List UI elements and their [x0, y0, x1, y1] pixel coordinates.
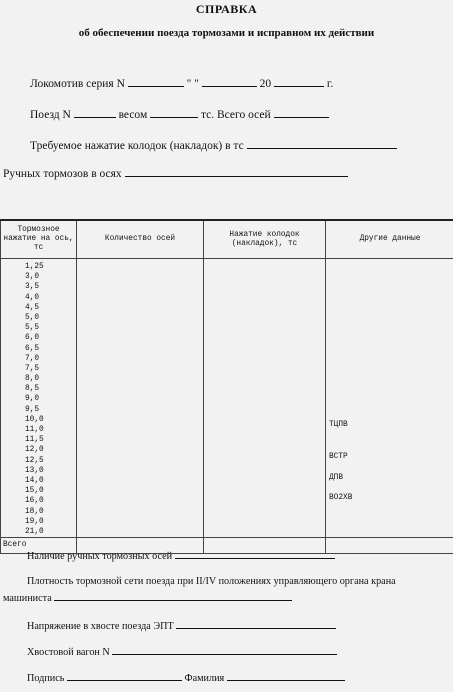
pressure-value: 8,0: [25, 375, 40, 384]
signature-blank[interactable]: [67, 670, 182, 681]
header-axle-count: Количество осей: [77, 220, 204, 259]
brake-table: [0, 219, 453, 554]
pressure-value: 18,0: [25, 507, 44, 516]
pressure-value: 15,0: [25, 487, 44, 496]
year-blank[interactable]: [274, 76, 324, 87]
other-data-item: ТЦПВ: [329, 421, 348, 429]
table-body-row: [1, 259, 453, 538]
train-label: Поезд N: [30, 109, 71, 121]
pressure-value: 12,5: [25, 456, 44, 465]
pressure-value: 9,0: [25, 395, 40, 404]
hand-brake-axles-label: Наличие ручных тормозных осей: [27, 551, 173, 562]
pressure-values-cell: [1, 259, 77, 538]
required-pressure-blank[interactable]: [247, 138, 397, 149]
pressure-value: 5,5: [25, 324, 40, 333]
pressure-value: 6,0: [25, 334, 40, 343]
hand-brake-axles-line: [27, 548, 335, 562]
document-title: СПРАВКА: [195, 2, 258, 16]
header-brake-pressure: Тормозное нажатие на ось, тс: [1, 220, 77, 259]
locomotive-line: [30, 76, 333, 90]
pressure-value: 5,0: [25, 313, 40, 322]
pressure-value: 14,0: [25, 476, 44, 485]
hand-brakes-label: Ручных тормозов в осях: [3, 168, 122, 180]
weight-label: весом: [118, 109, 148, 121]
pressure-value: 4,0: [25, 293, 40, 302]
document-subtitle: об обеспечении поезда тормозами и исправном их действии: [78, 27, 375, 39]
year-prefix: 20: [259, 78, 272, 90]
locomotive-label: Локомотив серия N: [30, 78, 125, 90]
signature-label: Подпись: [27, 673, 65, 684]
year-suffix: г.: [326, 78, 334, 90]
density-line-2: [3, 590, 292, 604]
hand-brakes-blank[interactable]: [125, 166, 348, 177]
pressure-value: 13,0: [25, 466, 44, 475]
surname-blank[interactable]: [227, 670, 345, 681]
header-other-data: Другие данные: [326, 220, 453, 259]
date-quote: " ": [186, 78, 199, 90]
pressure-values-list: [1, 259, 76, 537]
other-data-item: ВСТР: [329, 453, 348, 461]
date-month-blank[interactable]: [202, 76, 257, 87]
weight-unit: тс. Всего осей: [200, 109, 271, 121]
voltage-label: Напряжение в хвосте поезда ЭПТ: [27, 621, 174, 632]
pressure-value: 11,0: [25, 426, 44, 434]
pressure-value: 9,5: [25, 405, 40, 414]
total-label: Всего: [1, 538, 77, 554]
pressure-value: 21,0: [25, 527, 44, 536]
pressure-value: 6,5: [25, 344, 40, 353]
other-data-cell[interactable]: [326, 259, 453, 538]
train-line: [30, 107, 329, 121]
axle-count-cell[interactable]: [77, 259, 204, 538]
pressure-value: 12,0: [25, 446, 44, 455]
pressure-value: 1,25: [25, 263, 44, 271]
pressure-value: 16,0: [25, 497, 44, 506]
locomotive-series-blank[interactable]: [128, 76, 184, 87]
tail-wagon-label: Хвостовой вагон N: [27, 647, 110, 658]
density-blank[interactable]: [54, 590, 292, 601]
other-data-item: ДПВ: [329, 474, 344, 482]
tail-wagon-blank[interactable]: [112, 644, 337, 655]
train-weight-blank[interactable]: [150, 107, 198, 118]
pressure-value: 19,0: [25, 517, 44, 526]
train-number-blank[interactable]: [74, 107, 116, 118]
voltage-line: [27, 618, 336, 632]
other-data-item: ВО2ХВ: [329, 494, 353, 502]
pressure-value: 7,5: [25, 364, 40, 373]
required-pressure-line: [30, 138, 397, 152]
table-header-row: [1, 220, 453, 259]
pressure-value: 8,5: [25, 385, 40, 394]
voltage-blank[interactable]: [176, 618, 336, 629]
total-other-cell[interactable]: [326, 538, 453, 554]
pressure-value: 4,5: [25, 303, 40, 312]
shoe-pressure-cell[interactable]: [204, 259, 326, 538]
pressure-value: 3,0: [25, 273, 40, 282]
pressure-value: 3,5: [25, 283, 40, 292]
tail-wagon-line: [27, 644, 337, 658]
pressure-value: 11,5: [25, 436, 44, 445]
surname-label: Фамилия: [184, 673, 225, 684]
required-pressure-label: Требуемое нажатие колодок (накладок) в тс: [30, 140, 244, 152]
signature-line: [27, 670, 345, 684]
pressure-value: 7,0: [25, 354, 40, 363]
hand-brake-axles-blank[interactable]: [175, 548, 335, 559]
pressure-value: 10,0: [25, 415, 44, 424]
axles-total-blank[interactable]: [274, 107, 329, 118]
density-line-1: Плотность тормозной сети поезда при II/IV положениях управляющего органа крана: [27, 576, 396, 587]
hand-brakes-line: [3, 166, 348, 180]
header-shoe-pressure: Нажатие колодок (накладок), тс: [204, 220, 326, 259]
density-label-2: машиниста: [3, 593, 52, 604]
